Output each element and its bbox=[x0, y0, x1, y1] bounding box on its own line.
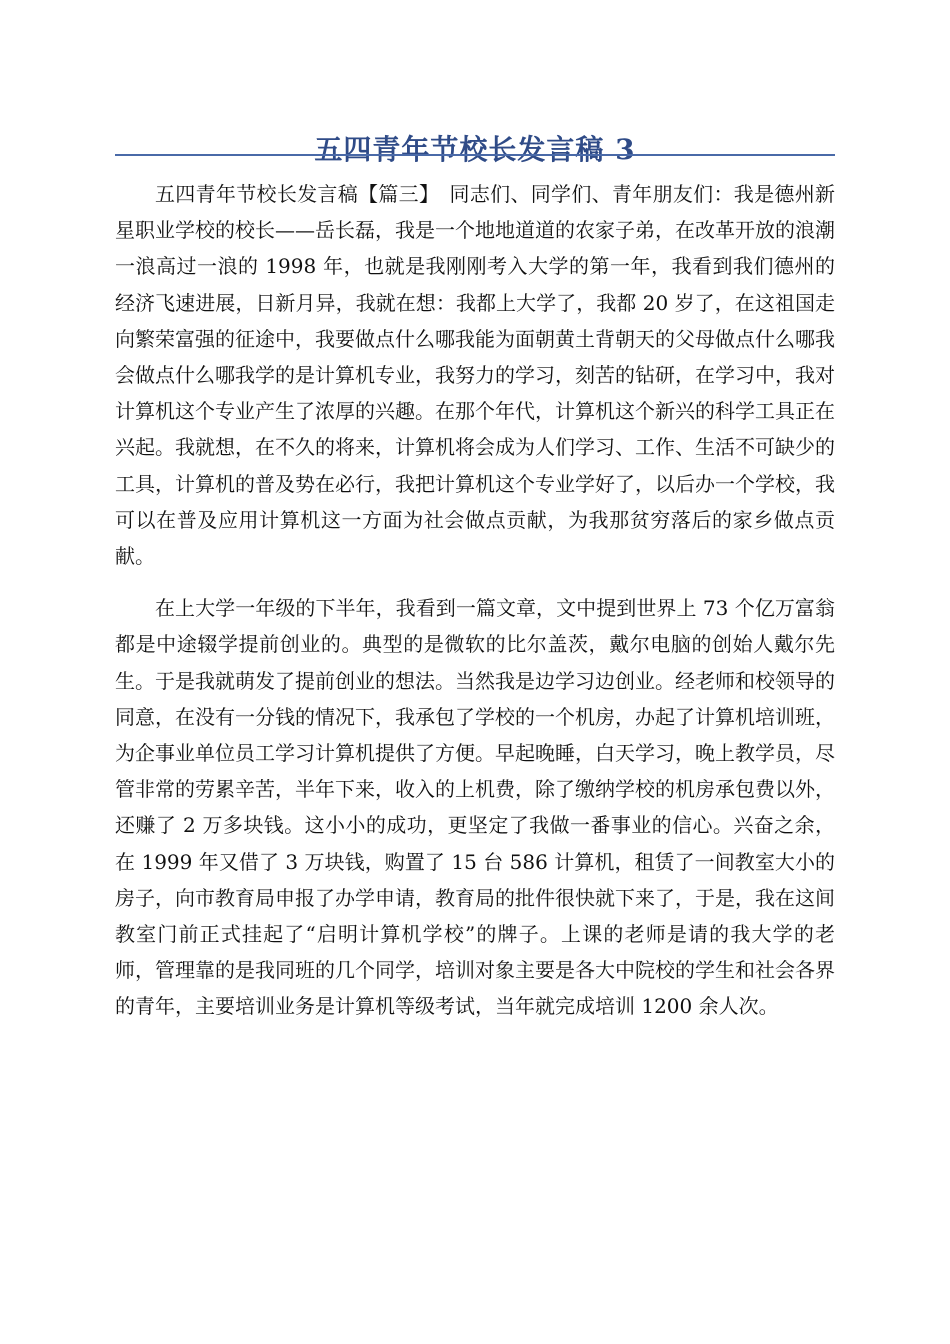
document-body bbox=[115, 176, 835, 1025]
paragraph-1: 五四青年节校长发言稿【篇三】 同志们、同学们、青年朋友们：我是德州新星职业学校的校长——岳长磊，我是一个地地道道的农家子弟，在改革开放的浪潮一浪高过一浪的 1998 年，也就是我刚刚考入大学的第一年，我看到我们德州的经济飞速进展，日新月异，我就在想：我都上大学了，我都 20 岁了，在这祖国走向繁荣富强的征途中，我要做点什么哪我能为面朝黄土背朝天的父母做点什么哪我会做点什么哪我学的是计算机专业，我努力的学习，刻苦的钻研，在学习中，我对计算机这个专业产生了浓厚的兴趣。在那个年代，计算机这个新兴的科学工具正在兴起。我就想，在不久的将来，计算机将会成为人们学习、工作、生活不可缺少的工具，计算机的普及势在必行，我把计算机这个专业学好了，以后办一个学校，我可以在普及应用计算机这一方面为社会做点贡献，为我那贫穷落后的家乡做点贡献。 bbox=[115, 182, 835, 569]
paragraph-2: 在上大学一年级的下半年，我看到一篇文章，文中提到世界上 73 个亿万富翁都是中途辍学提前创业的。典型的是微软的比尔盖茨，戴尔电脑的创始人戴尔先生。于是我就萌发了提前创业的想法。当然我是边学习边创业。经老师和校领导的同意，在没有一分钱的情况下，我承包了学校的一个机房，办起了计算机培训班，为企事业单位员工学习计算机提供了方便。早起晚睡，白天学习，晚上教学员，尽管非常的劳累辛苦，半年下来，收入的上机费，除了缴纳学校的机房承包费以外，还赚了 2 万多块钱。这小小的成功，更坚定了我做一番事业的信心。兴奋之余，在 1999 年又借了 3 万块钱，购置了 15 台 586 计算机，租赁了一间教室大小的房子，向市教育局申报了办学申请，教育局的批件很快就下来了，于是，我在这间教室门前正式挂起了“启明计算机学校”的牌子。上课的老师是请的我大学的老师，管理靠的是我同班的几个同学，培训对象主要是各大中院校的学生和社会各界的青年，主要培训业务是计算机等级考试，当年就完成培训 1200 余人次。 bbox=[115, 596, 835, 1019]
title-underline bbox=[115, 154, 835, 156]
document-title: 五四青年节校长发言稿 3 bbox=[314, 132, 636, 166]
